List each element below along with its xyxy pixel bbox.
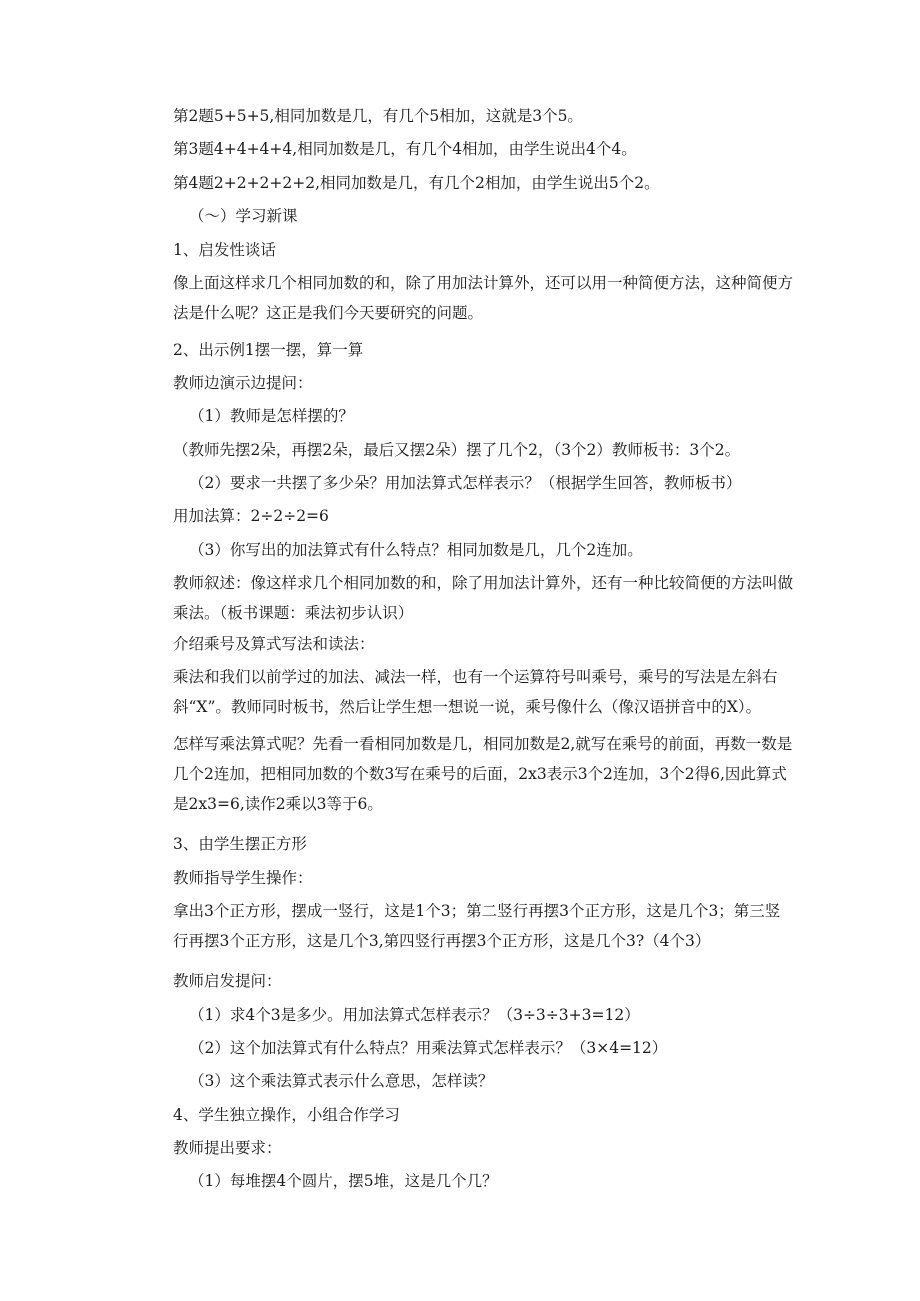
- question-1: （1）教师是怎样摆的？: [189, 407, 354, 425]
- paragraph-multiplication-sign: 乘法和我们以前学过的加法、减法一样，也有一个运算符号叫乘号，乘号的写法是左斜右斜“X”。教师同时板书，然后让学生想一想说一说，乘号像什么（像汉语拼音中的X）。: [173, 668, 778, 716]
- heading-2: 2、出示例1摆一摆，算一算: [173, 341, 364, 359]
- question-4x3-2: （2）这个加法算式有什么特点？用乘法算式怎样表示？（3×4=12）: [189, 1039, 668, 1057]
- question-4x3-1: （1）求4个3是多少。用加法算式怎样表示？（3÷3÷3+3=12）: [189, 1006, 640, 1024]
- paragraph-q3: 第3题4+4+4+4,相同加数是几，有几个4相加，由学生说出4个4。: [173, 140, 637, 158]
- paragraph-teacher-prompt: 教师启发提问：: [173, 972, 282, 990]
- paragraph-write-multiplication: 怎样写乘法算式呢？先看一看相同加数是几，相同加数是2,就写在乘号的前面，再数一数是几个2连加，把相同加数的个数3写在乘号的后面，2x3表示3个2连加，3个2得6,因此算式是2x3=6,读作2乘以3等于6。: [173, 735, 793, 813]
- paragraph-q2: 第2题5+5+5,相同加数是几，有几个5相加，这就是3个5。: [173, 107, 583, 125]
- paragraph-q4: 第4题2+2+2+2+2,相同加数是几，有几个2相加，由学生说出5个2。: [173, 174, 660, 192]
- question-3: （3）你写出的加法算式有什么特点？相同加数是几，几个2连加。: [189, 541, 643, 559]
- paragraph-teacher-narration: 教师叙述：像这样求几个相同加数的和，除了用加法计算外，还有一种比较简便的方法叫做乘法。（板书课题：乘法初步认识）: [173, 574, 794, 622]
- paragraph-squares: 拿出3个正方形，摆成一竖行，这是1个3；第二竖行再摆3个正方形，这是几个3；第三竖行再摆3个正方形，这是几个3,第四竖行再摆3个正方形，这是几个3?（4个3）: [173, 902, 781, 950]
- heading-4: 4、学生独立操作，小组合作学习: [173, 1106, 400, 1124]
- heading-3: 3、由学生摆正方形: [173, 835, 307, 853]
- paragraph-multiplication-sign-intro: 介绍乘号及算式写法和读法：: [173, 635, 375, 653]
- paragraph-teacher-guide: 教师指导学生操作：: [173, 869, 313, 887]
- paragraph-addition: 用加法算：2÷2÷2=6: [173, 507, 329, 525]
- question-2: （2）要求一共摆了多少朵？用加法算式怎样表示？（根据学生回答，教师板书）: [189, 474, 742, 492]
- paragraph-intro: 像上面这样求几个相同加数的和，除了用加法计算外，还可以用一种简便方法，这种简便方法是什么呢？这正是我们今天要研究的问题。: [173, 274, 794, 322]
- paragraph-teacher-demo: 教师边演示边提问：: [173, 374, 313, 392]
- heading-1: 1、启发性谈话: [173, 241, 276, 259]
- question-4x3-3: （3）这个乘法算式表示什么意思，怎样读？: [189, 1072, 494, 1090]
- requirement-1: （1）每堆摆4个圆片，摆5堆，这是几个几？: [189, 1172, 498, 1190]
- paragraph-board-1: （教师先摆2朵，再摆2朵，最后又摆2朵）摆了几个2，（3个2）教师板书：3个2。: [173, 441, 741, 459]
- paragraph-teacher-requirements: 教师提出要求：: [173, 1139, 282, 1157]
- section-heading-new-lesson: （〜）学习新课: [189, 207, 298, 225]
